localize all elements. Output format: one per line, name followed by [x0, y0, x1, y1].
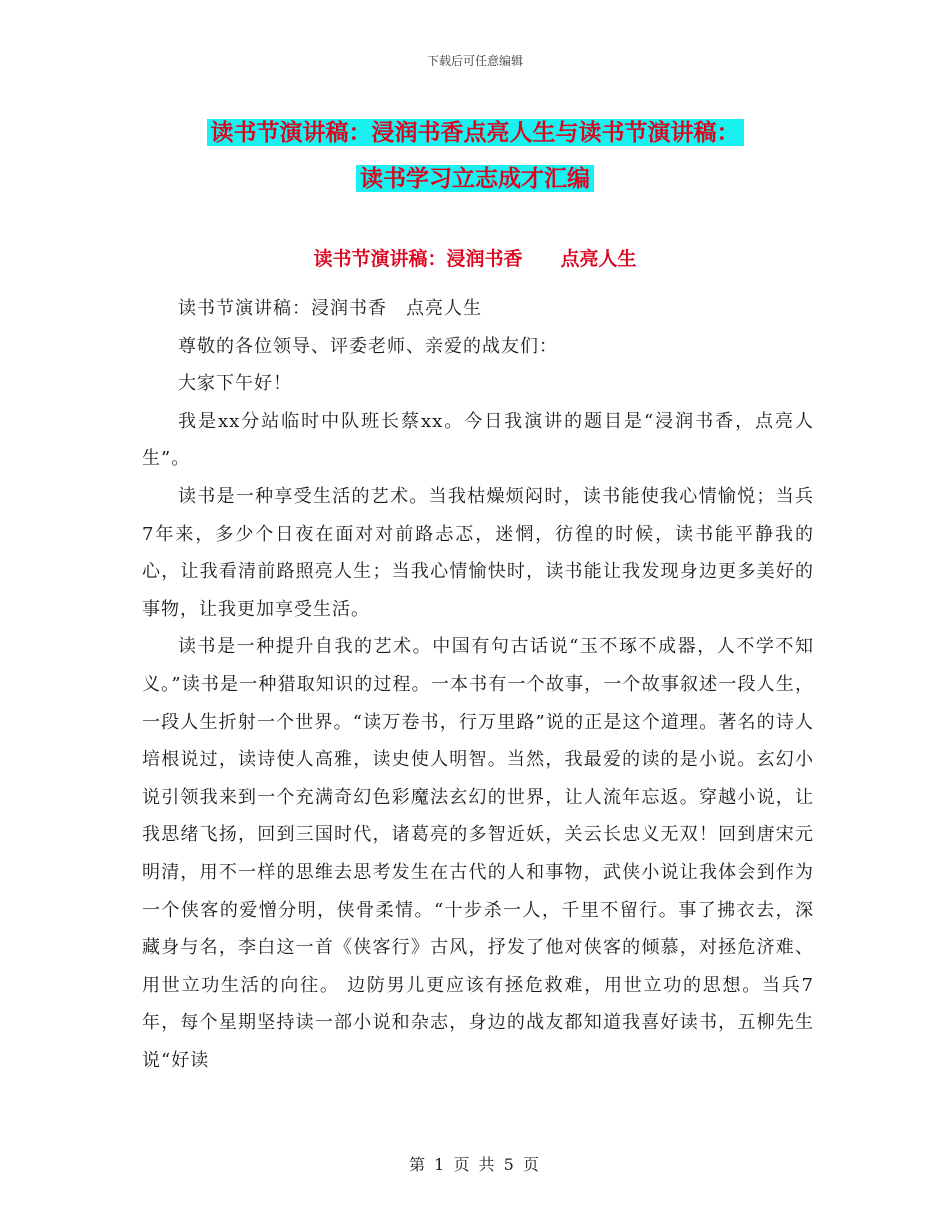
document-title	[0, 110, 950, 202]
header-note: 下载后可任意编辑	[426, 54, 523, 68]
paragraph: 读书节演讲稿：浸润书香 点亮人生	[178, 298, 482, 319]
page-footer: 第 1 页 共 5 页	[409, 1155, 541, 1174]
paragraph: 大家下午好！	[178, 373, 292, 395]
title-line-2: 读书学习立志成才汇编	[356, 165, 594, 192]
section-title: 读书节演讲稿：浸润书香 点亮人生	[313, 248, 637, 270]
body-text	[142, 290, 814, 1079]
paragraph: 读书是一种提升自我的艺术。中国有句古话说“玉不琢不成器，人不学不知义。”读书是一种猎取知识的过程。一本书有一个故事，一个故事叙述一段人生，一段人生折射一个世界。“读万卷书，行万里路”说的正是这个道理。著名的诗人培根说过，读诗使人高雅，读史使人明智。当然，我最爱的读的是小说。玄幻小说引领我来到一个充满奇幻色彩魔法玄幻的世界，让人流年忘返。穿越小说，让我思绪飞扬，回到三国时代，诸葛亮的多智近妖，关云长忠义无双！回到唐宋元明清，用不一样的思维去思考发生在古代的人和事物，武侠小说让我体会到作为一个侠客的爱憎分明，侠骨柔情。“十步杀一人，千里不留行。事了拂衣去，深藏身与名，李白这一首《侠客行》古风，抒发了他对侠客的倾慕，对拯危济难、用世立功生活的向往。 边防男儿更应该有拯危救难，用世立功的思想。当兵7年，每个星期坚持读一部小说和杂志，身边的战友都知道我喜好读书，五柳先生说“好读	[142, 636, 814, 1071]
title-line-1: 读书节演讲稿：浸润书香点亮人生与读书节演讲稿：	[207, 119, 744, 146]
paragraph: 尊敬的各位领导、评委老师、亲爱的战友们：	[178, 335, 558, 357]
paragraph: 读书是一种享受生活的艺术。当我枯燥烦闷时，读书能使我心情愉悦；当兵7年来，多少个日夜在面对对前路忐忑，迷惘，彷徨的时候，读书能平静我的心，让我看清前路照亮人生；当我心情愉快时，读书能让我发现身边更多美好的事物，让我更加享受生活。	[142, 485, 814, 620]
paragraph: 我是xx分站临时中队班长蔡xx。今日我演讲的题目是“浸润书香，点亮人生”。	[142, 410, 814, 470]
